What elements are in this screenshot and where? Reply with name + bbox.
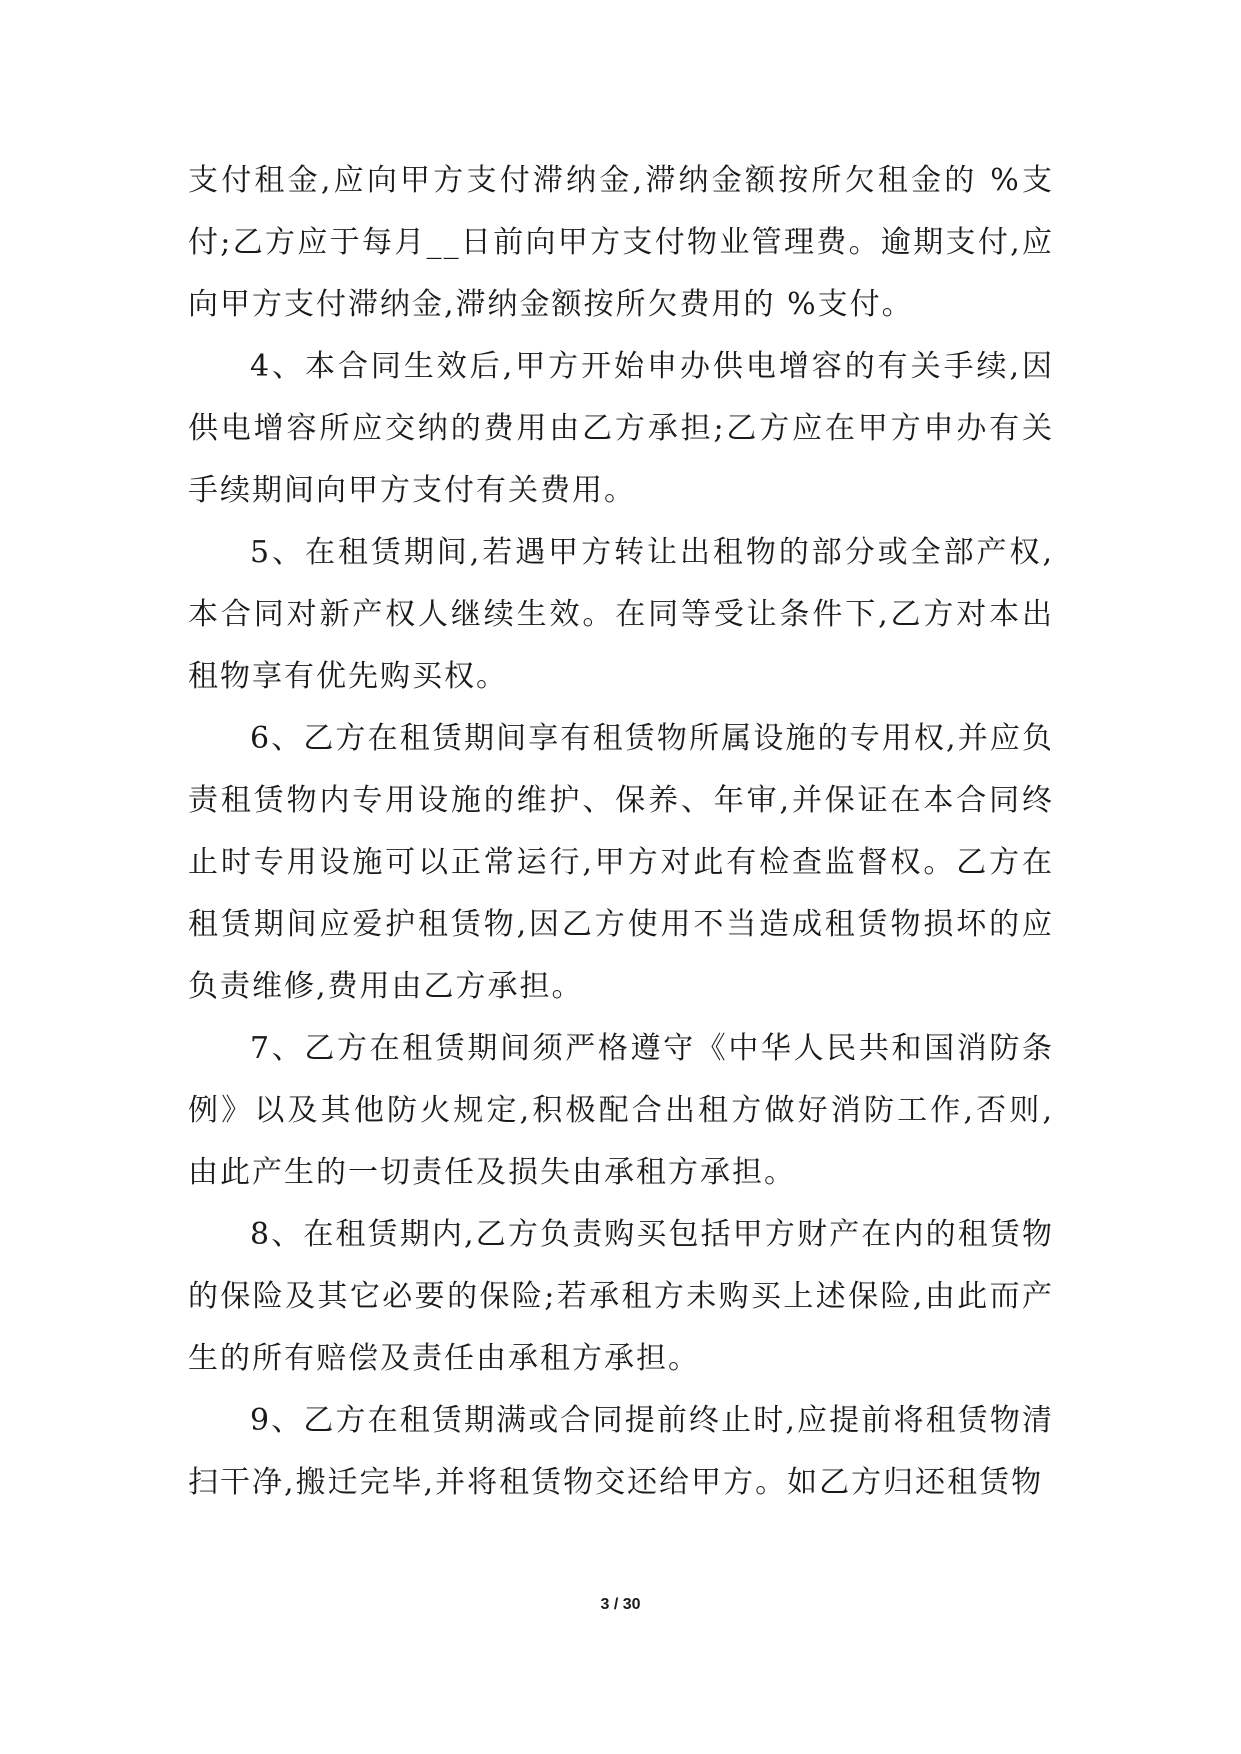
paragraph-clause-6: 6、乙方在租赁期间享有租赁物所属设施的专用权,并应负责租赁物内专用设施的维护、保养、年审,并保证在本合同终止时专用设施可以正常运行,甲方对此有检查监督权。乙方在租赁期间应爱护租赁物,因乙方使用不当造成租赁物损坏的应负责维修,费用由乙方承担。	[188, 721, 1054, 1004]
paragraph-clause-5: 5、在租赁期间,若遇甲方转让出租物的部分或全部产权,本合同对新产权人继续生效。在同等受让条件下,乙方对本出租物享有优先购买权。	[188, 535, 1054, 694]
paragraph-clause-9: 9、乙方在租赁期满或合同提前终止时,应提前将租赁物清扫干净,搬迁完毕,并将租赁物交还给甲方。如乙方归还租赁物	[188, 1403, 1054, 1500]
paragraph-1: 支付租金,应向甲方支付滞纳金,滞纳金额按所欠租金的 %支付;乙方应于每月__日前向甲方支付物业管理费。逾期支付,应向甲方支付滞纳金,滞纳金额按所欠费用的 %支付。	[188, 163, 1054, 322]
page-number: 3 / 30	[600, 1596, 641, 1613]
paragraph-clause-7: 7、乙方在租赁期间须严格遵守《中华人民共和国消防条例》以及其他防火规定,积极配合出租方做好消防工作,否则,由此产生的一切责任及损失由承租方承担。	[188, 1031, 1054, 1190]
paragraph-clause-8: 8、在租赁期内,乙方负责购买包括甲方财产在内的租赁物的保险及其它必要的保险;若承租方未购买上述保险,由此而产生的所有赔偿及责任由承租方承担。	[188, 1217, 1054, 1376]
paragraph-clause-4: 4、本合同生效后,甲方开始申办供电增容的有关手续,因供电增容所应交纳的费用由乙方承担;乙方应在甲方申办有关手续期间向甲方支付有关费用。	[188, 349, 1054, 508]
document-body	[188, 150, 1054, 1514]
